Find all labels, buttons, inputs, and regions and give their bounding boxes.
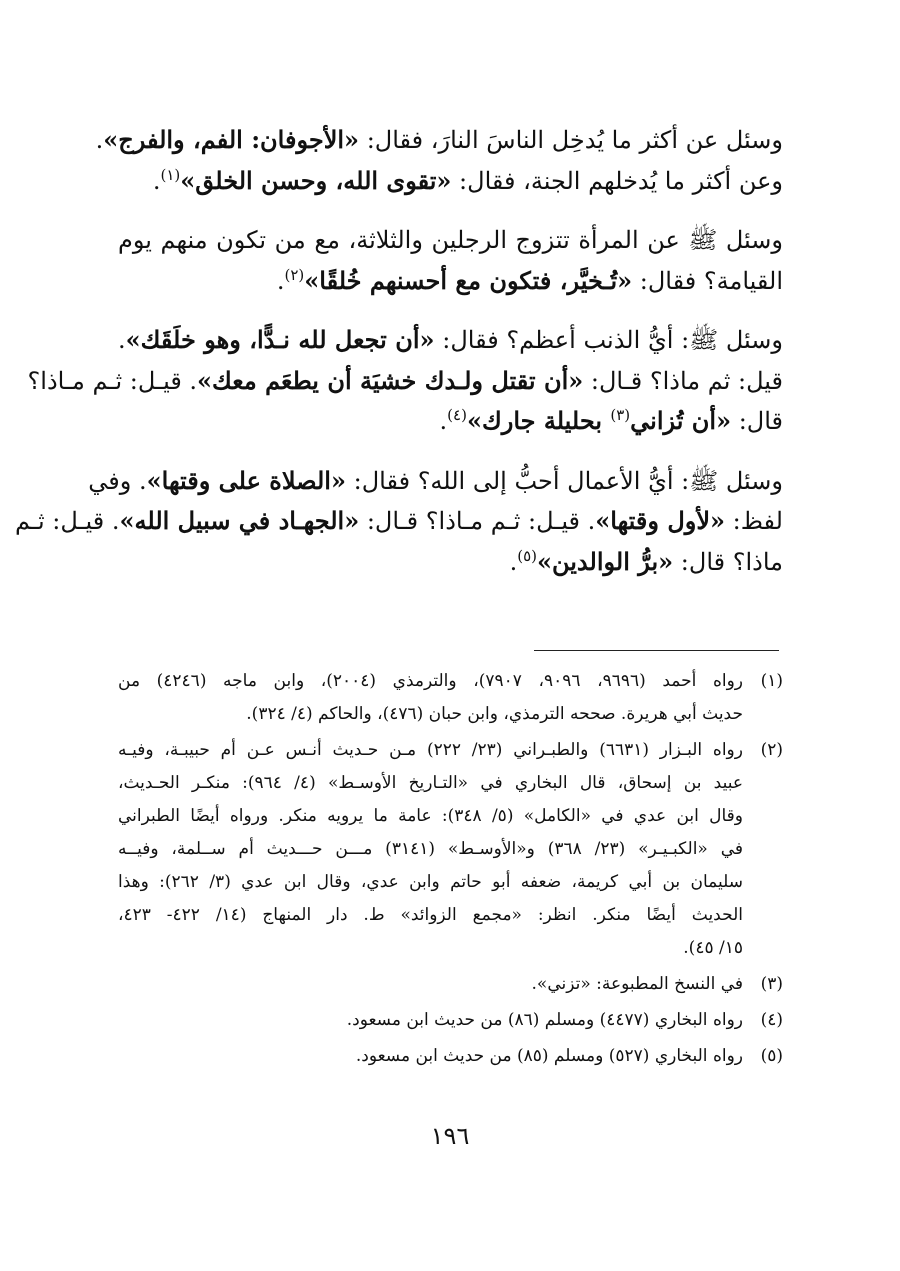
paragraph xyxy=(27,320,783,442)
footnote-number: (١) xyxy=(760,671,783,691)
text-line: وسئل عن أكثر ما يُدخِل الناسَ النارَ، فقال: «الأجوفان: الفم، والفرج». xyxy=(95,125,783,154)
footnote-line: رواه البـزار (٦٦٣١) والطبـراني (٢٣/ ٢٢٢) مـن حـديث أنـس عـن أم حبيبـة، وفيـه xyxy=(118,740,743,760)
footnote-number: (٣) xyxy=(760,974,783,994)
footnote-ref: (١) xyxy=(160,165,181,184)
text-line: لفظ: «لأول وقتها». قيـل: ثـم مـاذا؟ قـال: «الجهـاد في سبيل الله». قيـل: ثـم xyxy=(14,506,783,535)
bold-quote: بحليلة جارك» xyxy=(466,406,611,435)
bold-quote: «تقوى الله، وحسن الخلق» xyxy=(180,165,452,195)
footnote-ref: (٢) xyxy=(284,265,305,284)
text-line: وعن أكثر ما يُدخلهم الجنة، فقال: «تقوى الله، وحسن الخلق»$^{(١)}$. xyxy=(152,165,783,195)
bold-quote: «لأول وقتها» xyxy=(595,506,726,535)
paragraph xyxy=(14,461,783,583)
footnote xyxy=(118,734,783,965)
main-text xyxy=(14,120,783,601)
footnote-line: وقال ابن عدي في «الكامل» (٥/ ٣٤٨): عامة ما يرويه منكر. ورواه أيضًا الطبراني xyxy=(118,806,743,826)
footnotes xyxy=(118,665,783,1073)
footnote-line: رواه أحمد (٩٦٩٦، ٩٠٩٦، ٧٩٠٧)، والترمذي (٢٠٠٤)، وابن ماجه (٤٢٤٦) من xyxy=(118,671,743,691)
footnote xyxy=(118,665,783,731)
footnote-line: ١٥/ ٤٥). xyxy=(683,938,743,958)
text-line: وسئل ﷺ عن المرأة تتزوج الرجلين والثلاثة، مع من تكون منهم يوم xyxy=(118,226,783,254)
footnote-ref: (٤) xyxy=(447,406,467,424)
footnote-ref: (٣) xyxy=(610,406,631,424)
page-number: ١٩٦ xyxy=(430,1122,470,1150)
footnote xyxy=(118,968,783,1001)
footnote-line: في «الكبـيـر» (٢٣/ ٣٦٨) و«الأوسـط» (٣١٤١) مـــن حـــديث أم ســلمة، وفيــه xyxy=(118,839,743,859)
bold-quote: «برُّ الوالدين» xyxy=(536,546,674,576)
footnote-line: عبيد بن إسحاق، قال البخاري في «التـاريخ الأوسـط» (٤/ ٩٦٤): منكـر الحـديث، xyxy=(118,773,744,793)
text-line: وسئل ﷺ: أيُّ الأعمال أحبُّ إلى الله؟ فقال: «الصلاة على وقتها». وفي xyxy=(88,465,783,495)
footnote-separator xyxy=(534,650,779,651)
text-line: وسئل ﷺ: أيُّ الذنب أعظم؟ فقال: «أن تجعل لله نـدًّا، وهو خلَقَك». xyxy=(118,325,783,354)
footnote-line: الحديث أيضًا منكر. انظر: «مجمع الزوائد» ط. دار المنهاج (١٤/ ٤٢٢- ٤٢٣، xyxy=(118,905,743,925)
text-line: قال: «أن تُزاني$^{(٣)}$ بحليلة جارك»$^{(٤)}$. xyxy=(439,406,783,435)
footnote xyxy=(118,1040,783,1073)
paragraph xyxy=(118,220,783,301)
footnote-line: في النسخ المطبوعة: «تزني». xyxy=(531,974,743,994)
bold-quote: «أن تُزاني xyxy=(630,406,732,435)
footnote-number: (٤) xyxy=(760,1010,783,1030)
footnote xyxy=(118,1004,783,1037)
bold-quote: «أن تقتل ولـدك خشيَة أن يطعَم معك» xyxy=(197,365,584,395)
bold-quote: «أن تجعل لله نـدًّا، وهو خلَقَك» xyxy=(125,325,435,354)
text-line: قيل: ثم ماذا؟ قـال: «أن تقتل ولـدك خشيَة أن يطعَم معك». قيـل: ثـم مـاذا؟ xyxy=(27,365,783,395)
footnote-line: حديث أبي هريرة. صححه الترمذي، وابن حبان (٤٧٦)، والحاكم (٤/ ٣٢٤). xyxy=(246,704,743,724)
footnote-number: (٢) xyxy=(760,740,783,760)
bold-quote: «تُـخيَّر، فتكون مع أحسنهم خُلقًا» xyxy=(304,265,633,295)
footnote-ref: (٥) xyxy=(517,546,537,565)
footnote-line: رواه البخاري (٤٤٧٧) ومسلم (٨٦) من حديث ابن مسعود. xyxy=(346,1010,743,1030)
paragraph xyxy=(95,120,783,201)
text-line: ماذا؟ قال: «برُّ الوالدين»$^{(٥)}$. xyxy=(509,546,783,576)
bold-quote: «الجهـاد في سبيل الله» xyxy=(119,506,360,535)
text-line: القيامة؟ فقال: «تُـخيَّر، فتكون مع أحسنهم خُلقًا»$^{(٢)}$. xyxy=(276,265,783,295)
footnote-line: سليمان بن أبي كريمة، ضعفه أبو حاتم وابن عدي، وقال ابن عدي (٣/ ٢٦٢): وهذا xyxy=(118,872,743,892)
bold-quote: «الصلاة على وقتها» xyxy=(146,465,346,495)
footnote-number: (٥) xyxy=(760,1046,783,1066)
footnote-line: رواه البخاري (٥٢٧) ومسلم (٨٥) من حديث ابن مسعود. xyxy=(355,1046,743,1066)
bold-quote: «الأجوفان: الفم، والفرج» xyxy=(103,125,360,154)
